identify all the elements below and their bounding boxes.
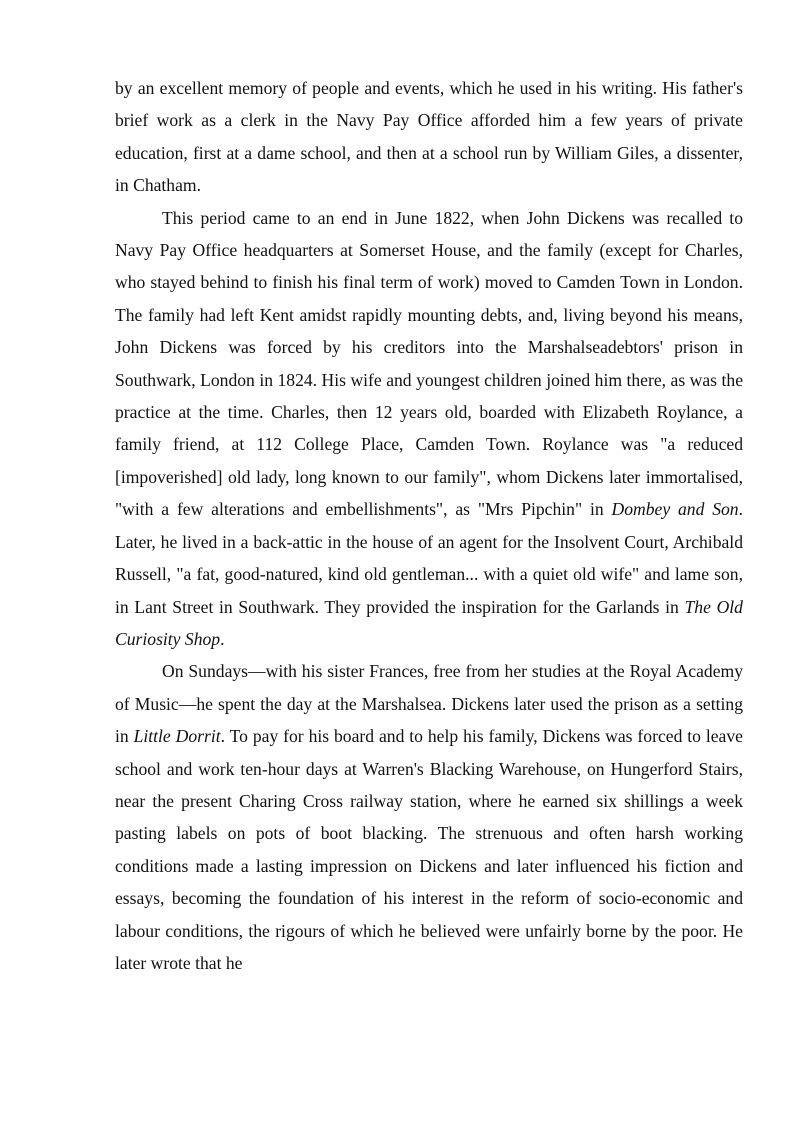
text-run: . Later, he lived in a back-attic in the house of an agent for the Insolvent Court, Archibald Russell, "a fat, good-natured, kind old gentleman... with a quiet old wife" and lame son, in Lant Street in Southwark. They provided the inspiration for the Garlands in bbox=[115, 499, 743, 617]
paragraph-2 bbox=[115, 202, 743, 656]
book-title-dombey-and-son: Dombey and Son bbox=[611, 499, 739, 520]
book-title-little-dorrit: Little Dorrit bbox=[133, 726, 221, 747]
paragraph-3 bbox=[115, 655, 743, 979]
text-run: by an excellent memory of people and events, which he used in his writing. His father's brief work as a clerk in the Navy Pay Office afforded him a few years of private education, first at a dame school, and then at a school run by William Giles, a dissenter, in Chatham. bbox=[115, 78, 743, 196]
paragraph-1 bbox=[115, 72, 743, 202]
text-run: This period came to an end in June 1822, when John Dickens was recalled to Navy Pay Office headquarters at Somerset House, and the family (except for Charles, who stayed behind to finish his final term of work) moved to Camden Town in London. The family had left Kent amidst rapidly mounting debts, and, living beyond his means, John Dickens was forced by his creditors into the Marshalseadebtors' prison in Southwark, London in 1824. His wife and youngest children joined him there, as was the practice at the time. Charles, then 12 years old, boarded with Elizabeth Roylance, a family friend, at 112 College Place, Camden Town. Roylance was "a reduced [impoverished] old lady, long known to our family", whom Dickens later immortalised, "with a few alterations and embellishments", as "Mrs Pipchin" in bbox=[115, 207, 743, 520]
text-run: . bbox=[220, 628, 225, 649]
text-run: . To pay for his board and to help his family, Dickens was forced to leave school and work ten-hour days at Warren's Blacking Warehouse, on Hungerford Stairs, near the present Charing Cross railway station, where he earned six shillings a week pasting labels on pots of boot blacking. The strenuous and often harsh working conditions made a lasting impression on Dickens and later influenced his fiction and essays, becoming the foundation of his interest in the reform of socio-economic and labour conditions, the rigours of which he believed were unfairly borne by the poor. He later wrote that he bbox=[115, 726, 743, 973]
body-text bbox=[115, 72, 743, 979]
text-run: On Sundays—with his sister Frances, free from her studies at the Royal Academy of Music—he spent the day at the Marshalsea. Dickens later used the prison as a setting in bbox=[115, 661, 743, 747]
book-title-the-old-curiosity-shop: The Old Curiosity Shop bbox=[115, 596, 743, 649]
